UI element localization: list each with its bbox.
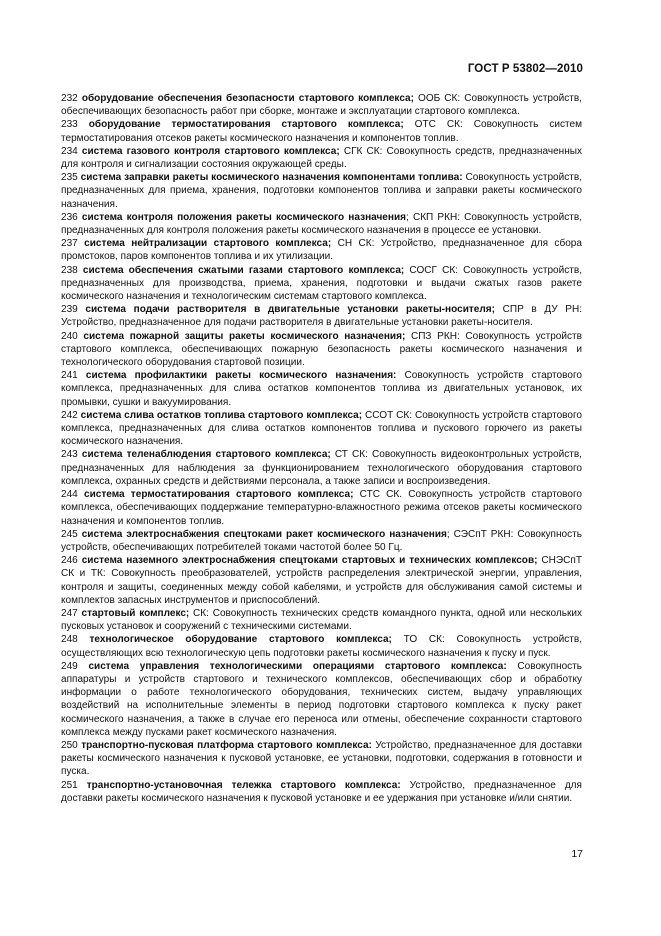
entry-number: 237: [61, 238, 78, 250]
entry-number: 239: [61, 304, 78, 316]
entry-definition: ОТС СК: Совокупность систем термостатирования отсеков ракеты космического назначения и компонентов топлив.: [61, 119, 582, 144]
entry-definition: СТ СК: Совокупность видеоконтрольных устройств, предназначенных для наблюдения за функционированием технологического оборудования стартового комплекса, охранных средств и действиями персонала, а также записи и воспроизведения.: [61, 449, 582, 487]
entry-term: транспортно-пусковая платформа стартового комплекса:: [81, 739, 372, 751]
entry-number: 251: [61, 779, 78, 791]
entry-definition: СН СК: Устройство, предназначенное для сбора промстоков, паров компонентов топлива и их утилизации.: [61, 238, 582, 263]
glossary-entry: [61, 779, 582, 805]
entry-number: 238: [61, 264, 78, 276]
entry-definition: ; СЭСпТ РКН: Совокупность устройств, обеспечивающих потребителей токами частотой более 50 Гц.: [61, 528, 582, 553]
entry-definition: СНЭСпТ СК и ТК: Совокупность преобразователей, устройств распределения электрической энергии, управления, контроля и защиты, соединенных между собой кабелями, и устройств для обслуживания самой системы и комплектов запасных инструментов и приспособлений.: [61, 555, 582, 606]
entry-number: 241: [61, 370, 78, 382]
entry-term: оборудование термостатирования стартового комплекса;: [88, 119, 404, 131]
glossary-entry: [61, 303, 582, 329]
glossary-entry: [61, 607, 582, 633]
entry-number: 247: [61, 607, 78, 619]
entry-definition: Совокупность устройств, предназначенных для приема, хранения, подготовки компонентов топлива и заправки ракеты космического назначения.: [61, 172, 582, 210]
glossary-entry: [61, 237, 582, 263]
entry-term: система теленаблюдения стартового комплекса;: [81, 449, 331, 461]
entry-number: 232: [61, 93, 78, 104]
entry-number: 246: [61, 555, 78, 567]
entry-number: 235: [61, 172, 78, 184]
entry-term: система термостатирования стартового комплекса;: [83, 489, 354, 501]
entry-definition: СПЗ РКН: Совокупность устройств стартового комплекса, обеспечивающих пожарную безопасность ракеты космического назначения и технологического оборудования стартовой позиции.: [61, 330, 582, 369]
entry-number: 250: [61, 739, 78, 751]
entry-number: 245: [61, 528, 78, 540]
entry-number: 243: [61, 449, 78, 461]
entry-term: система подачи растворителя в двигательные установки ракеты-носителя;: [85, 304, 495, 316]
entry-definition: ССОТ СК: Совокупность устройств стартового комплекса, предназначенных для слива остатков компонентов топлива и пускового горючего из ракеты космического назначения.: [61, 409, 583, 448]
glossary-entry: [61, 739, 582, 779]
page-number: 17: [571, 848, 583, 860]
entry-definition: СОСГ СК: Совокупность устройств, предназначенных для производства, приема, хранения, подготовки и выдачи сжатых газов ракете космического назначения и технологическим системам стартового комплекса.: [61, 264, 582, 303]
glossary-entry: [61, 330, 582, 370]
entry-number: 244: [61, 489, 78, 501]
entry-number: 233: [61, 119, 78, 131]
entry-number: 242: [61, 409, 78, 421]
entry-term: технологическое оборудование стартового комплекса;: [89, 634, 392, 646]
glossary-entry: [61, 171, 582, 211]
glossary-entry: [61, 448, 582, 488]
entries-list: [61, 92, 582, 805]
entry-number: 248: [61, 634, 78, 646]
entry-definition: ТО СК: Совокупность устройств, осуществляющих всю технологическую цепь подготовки ракеты космического назначения к пуску и пуск.: [61, 634, 582, 659]
entry-term: система заправки ракеты космического назначения компонентами топлива:: [80, 172, 463, 184]
glossary-entry: [61, 409, 582, 449]
glossary-entry: [61, 92, 582, 118]
glossary-entry: [61, 488, 582, 528]
entry-term: система наземного электроснабжения спецтоками стартовых и технических комплексов;: [81, 555, 538, 567]
entry-definition: ; СКП РКН: Совокупность устройств, предназначенных для контроля положения ракеты космического назначения в процессе ее установки.: [61, 211, 582, 237]
entry-definition: СК: Совокупность технических средств командного пункта, одной или нескольких пусковых установок и сооружений с техническими системами.: [61, 607, 583, 633]
entry-number: 249: [61, 660, 78, 672]
glossary-entry: [61, 264, 582, 304]
entry-definition: СТС СК. Совокупность устройств стартового комплекса, обеспечивающих поддержание температурно-влажностного режима отсеков ракеты космического назначения и компонентов топлив.: [61, 489, 583, 527]
entry-term: система контроля положения ракеты космического назначения: [81, 211, 407, 223]
entry-definition: СГК СК: Совокупность средств, предназначенных для контроля и сигнализации состояния окружающей среды.: [61, 145, 583, 171]
entry-term: система нейтрализации стартового комплекса;: [84, 238, 332, 250]
entry-number: 236: [61, 211, 78, 223]
glossary-entry: [61, 660, 582, 739]
entry-term: система обеспечения сжатыми газами стартового комплекса;: [82, 264, 405, 276]
entry-term: система газового контроля стартового комплекса;: [81, 145, 340, 157]
glossary-entry: [61, 554, 582, 607]
glossary-entry: [61, 211, 582, 237]
entry-definition: ООБ СК: Совокупность устройств, обеспечивающих безопасность работ при сборке, монтаже и эксплуатации стартового комплекса.: [61, 93, 582, 118]
entry-definition: Совокупность устройств стартового комплекса, предназначенных для слива остатков компонентов топлива из двигательных установок, их промывки, сушки и вакуумирования.: [61, 370, 582, 408]
entry-term: система пожарной защиты ракеты космического назначения;: [83, 330, 406, 342]
document-header: ГОСТ Р 53802—2010: [467, 63, 583, 75]
entry-term: оборудование обеспечения безопасности стартового комплекса;: [81, 93, 414, 104]
entry-term: транспортно-установочная тележка стартового комплекса:: [86, 779, 401, 791]
glossary-entry: [61, 528, 582, 554]
entry-term: система профилактики ракеты космического назначения:: [85, 370, 397, 382]
glossary-entry: [61, 633, 582, 659]
entry-number: 234: [61, 145, 78, 157]
entry-definition: Устройство, предназначенное для доставки ракеты космического назначения к пусковой установке и ее удержания при установке и/или снятии.: [61, 779, 582, 804]
entry-number: 240: [61, 330, 78, 342]
entry-term: стартовый комплекс;: [81, 607, 190, 619]
glossary-entry: [61, 145, 582, 171]
entry-term: система слива остатков топлива стартового комплекса;: [80, 409, 363, 421]
entry-definition: Совокупность аппаратуры и устройств стартового и технического комплексов, обеспечивающих сбор и обработку информации о работе технологического оборудования, технических систем, выдачу управляющих воздействий на исполнительные элементы в период подготовки стартового комплекса к пуску ракет космического назначения, а также в случае его переноса или отмены, обеспечение сохранности стартового комплекса между пусками ракет космического назначения.: [61, 660, 583, 738]
glossary-entry: [61, 369, 582, 409]
entry-definition: СПР в ДУ РН: Устройство, предназначенное для подачи растворителя в двигательные установки ракеты-носителя.: [61, 304, 583, 329]
entry-definition: Устройство, предназначенное для доставки ракеты космического назначения к пусковой установке, ее установки, подготовки, содержания в готовности и пуска.: [61, 739, 582, 778]
glossary-entry: [61, 118, 582, 144]
entry-term: система электроснабжения спецтоками ракет космического назначения: [81, 528, 447, 540]
entry-term: система управления технологическими операциями стартового комплекса:: [88, 660, 507, 672]
